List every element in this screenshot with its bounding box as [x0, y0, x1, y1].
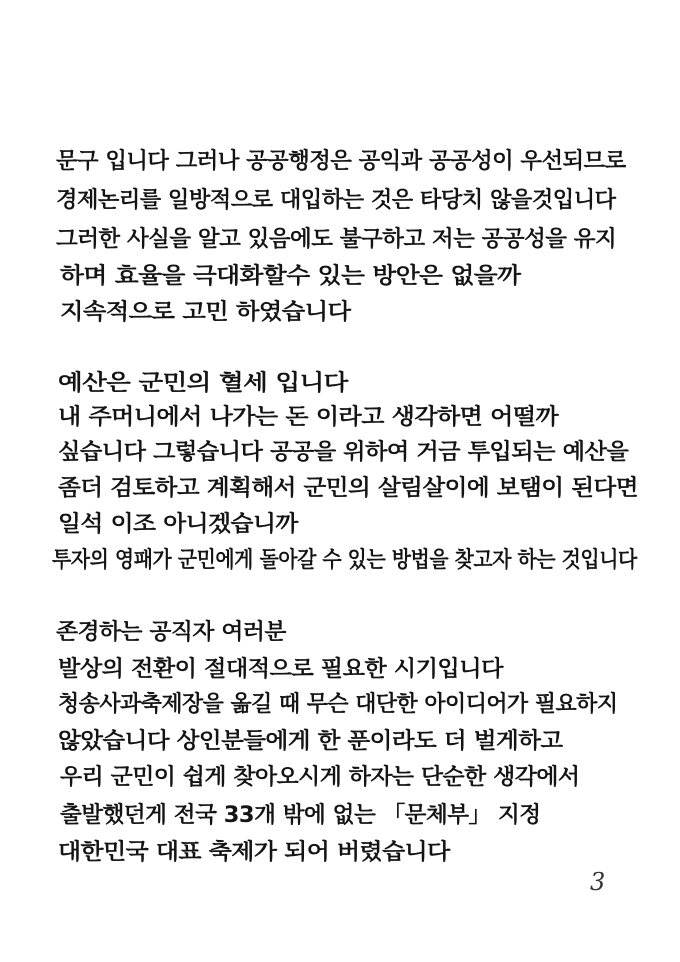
text-line: 투자의 영패가 군민에게 돌아갈 수 있는 방법을 찾고자 하는 것입니다 — [52, 548, 637, 573]
text-line: 발상의 전환이 절대적으로 필요한 시기입니다 — [58, 657, 503, 682]
text-line: 예산은 군민의 혈세 입니다 — [58, 371, 348, 396]
page-number: 3 — [590, 868, 606, 896]
text-line: 경제논리를 일방적으로 대입하는 것은 타당치 않을것입니다 — [56, 188, 616, 213]
text-line: 그러한 사실을 알고 있음에도 불구하고 저는 공공성을 유지 — [56, 227, 617, 252]
text-line: 지속적으로 고민 하였습니다 — [60, 300, 351, 325]
text-line: 대한민국 대표 축제가 되어 버렸습니다 — [58, 840, 450, 865]
text-line: 하며 효율을 극대화할수 있는 방안은 없을까 — [60, 264, 521, 289]
text-line: 좀더 검토하고 계획해서 군민의 살림살이에 보탬이 된다면 — [58, 476, 638, 501]
text-line: 문구 입니다 그러나 공공행정은 공익과 공공성이 우선되므로 — [56, 149, 626, 174]
text-line: 청송사과축제장을 옮길 때 무슨 대단한 아이디어가 필요하지 — [58, 692, 618, 717]
text-line: 우리 군민이 쉽게 찾아오시게 하자는 단순한 생각에서 — [60, 765, 580, 790]
text-line: 내 주머니에서 나가는 돈 이라고 생각하면 어떨까 — [58, 405, 559, 430]
text-line: 존경하는 공직자 여러분 — [56, 620, 286, 645]
text-line: 싶습니다 그렇습니다 공공을 위하여 거금 투입되는 예산을 — [58, 440, 629, 465]
text-line: 출발했던게 전국 33개 밖에 없는 「문체부」 지정 — [60, 803, 541, 828]
text-line: 일석 이조 아니겠습니까 — [58, 512, 298, 537]
text-line: 않았습니다 상인분들에게 한 푼이라도 더 벌게하고 — [58, 729, 563, 754]
